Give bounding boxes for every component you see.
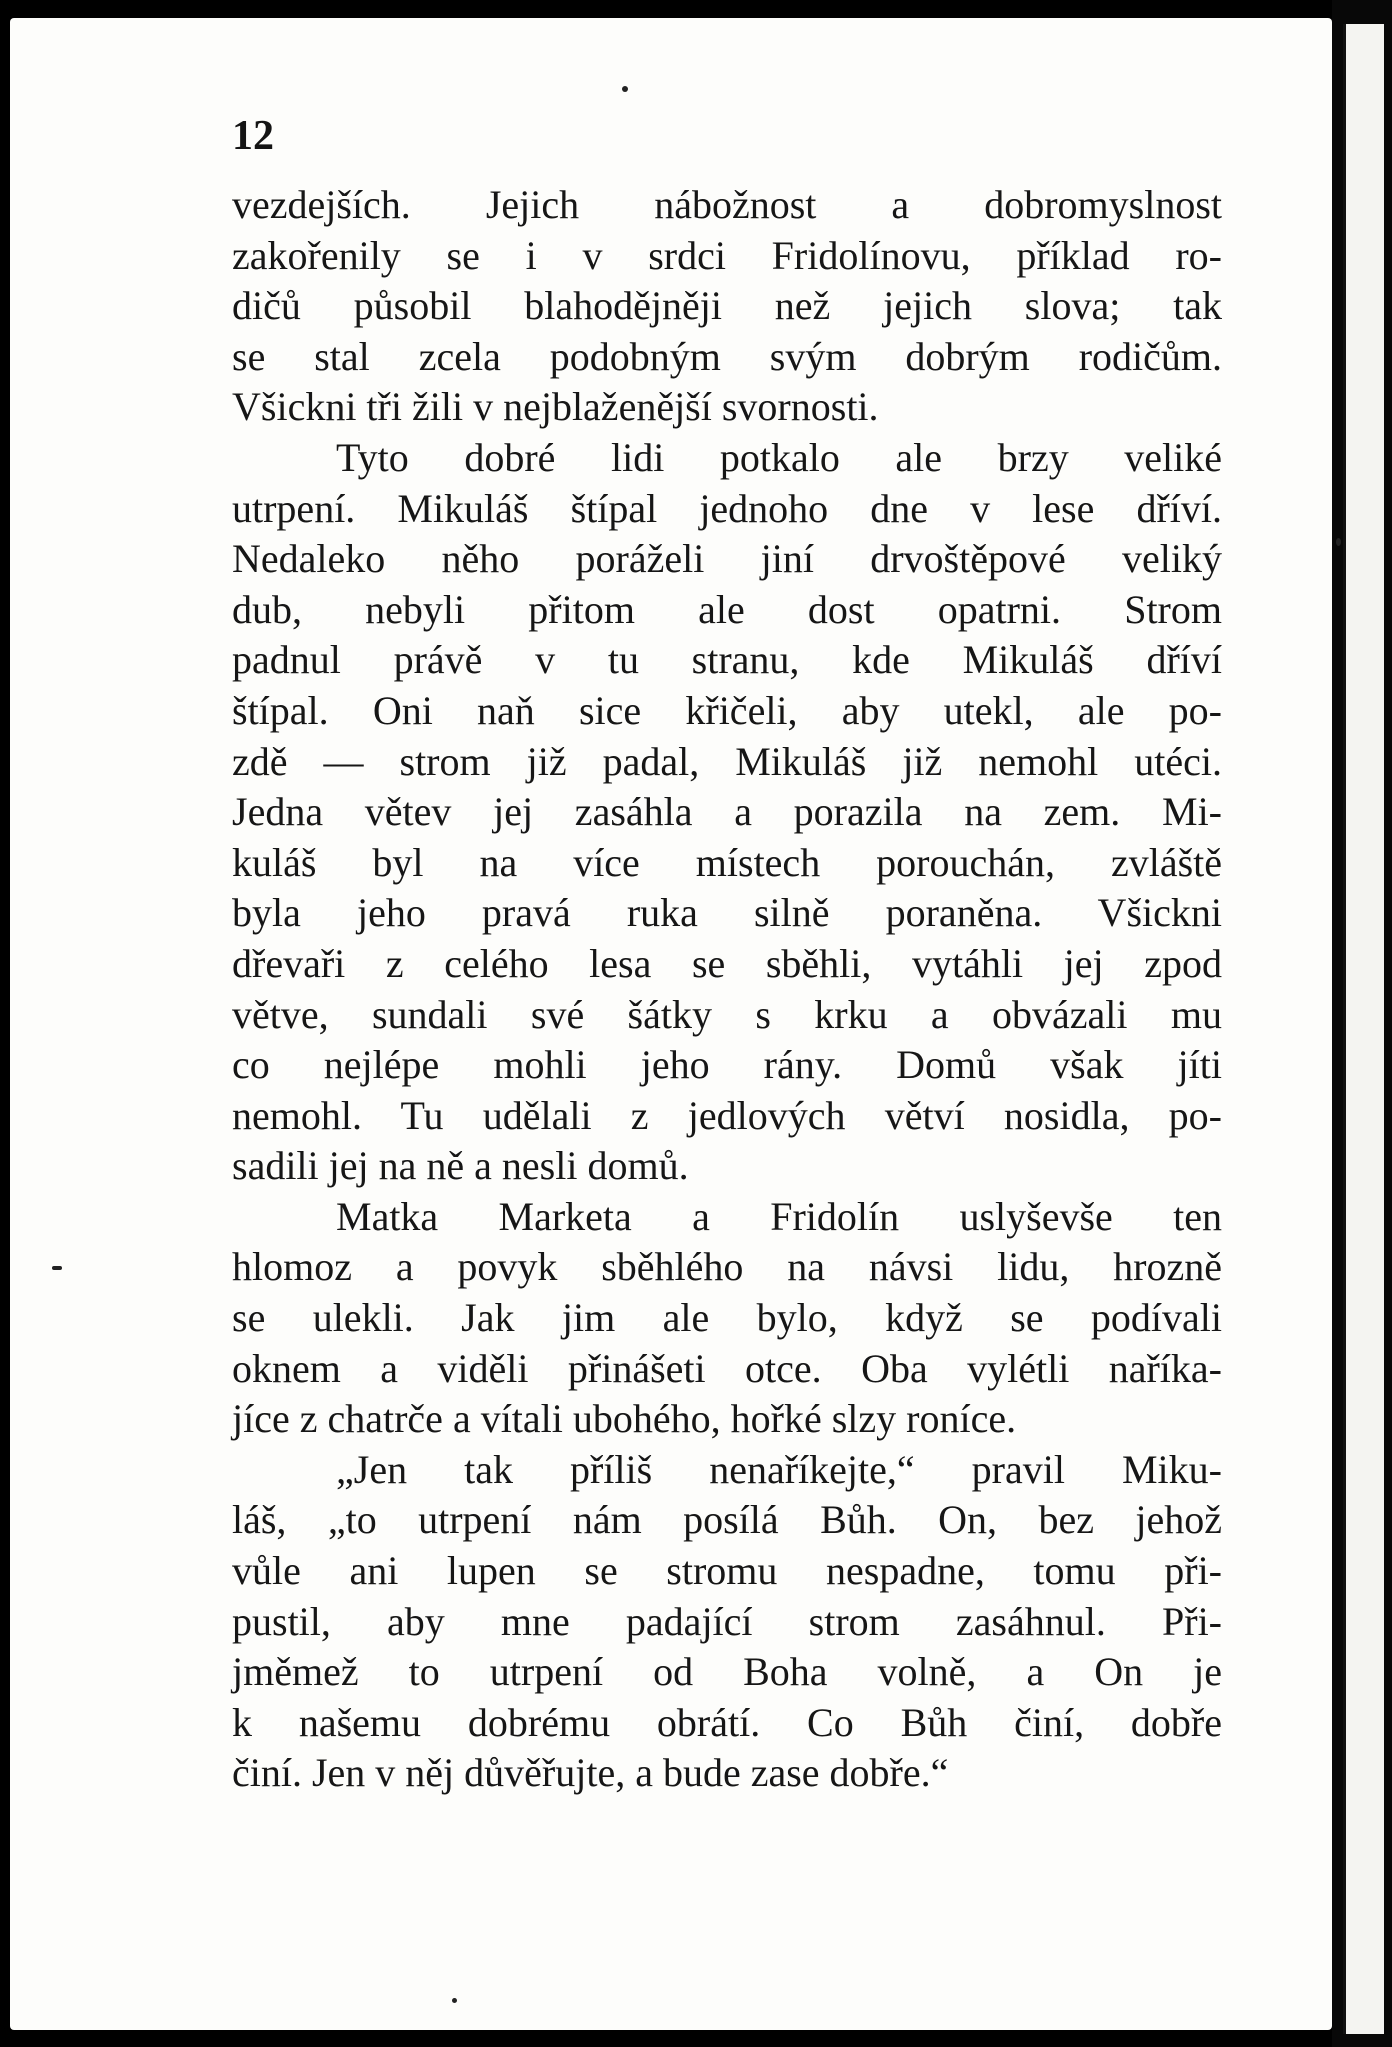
body-text	[232, 180, 1222, 1799]
text-line: zdě — strom již padal, Mikuláš již nemohl utéci.	[232, 738, 1222, 784]
text-line: „Jen tak příliš nenaříkejte,“ pravil Miku-	[336, 1446, 1222, 1492]
text-line: k našemu dobrému obrátí. Co Bůh činí, dobře	[232, 1699, 1222, 1745]
text-line: zakořenily se i v srdci Fridolínovu, příklad ro-	[232, 232, 1222, 278]
scan-speck	[452, 1998, 457, 2003]
text-line: Matka Marketa a Fridolín uslyševše ten	[336, 1193, 1222, 1239]
text-line: hlomoz a povyk sběhlého na návsi lidu, hrozně	[232, 1244, 1222, 1290]
text-line: Nedaleko něho poráželi jiní drvoštěpové veliký	[232, 536, 1222, 582]
text-line: co nejlépe mohli jeho rány. Domů však jíti	[232, 1042, 1222, 1088]
text-line: činí. Jen v něj důvěřujte, a bude zase dobře.“	[232, 1750, 949, 1796]
text-line: dub, nebyli přitom ale dost opatrni. Strom	[232, 586, 1222, 632]
text-line: jměmež to utrpení od Boha volně, a On je	[232, 1649, 1222, 1695]
text-line: větve, sundali své šátky s krku a obvázali mu	[232, 991, 1222, 1037]
text-line: Tyto dobré lidi potkalo ale brzy veliké	[336, 434, 1222, 480]
text-line: sadili jej na ně a nesli domů.	[232, 1143, 689, 1189]
text-line: kuláš byl na více místech porouchán, zvláště	[232, 839, 1222, 885]
text-line: dičů působil blahodějněji než jejich slova; tak	[232, 283, 1222, 329]
scan-speck	[622, 86, 628, 92]
text-line: pustil, aby mne padající strom zasáhnul. Při-	[232, 1598, 1222, 1644]
text-line: padnul právě v tu stranu, kde Mikuláš dříví	[232, 637, 1222, 683]
text-line: oknem a viděli přinášeti otce. Oba vylétli naříka-	[232, 1345, 1222, 1391]
text-line: štípal. Oni naň sice křičeli, aby utekl, ale po-	[232, 687, 1222, 733]
next-page-edge	[1343, 24, 1384, 2034]
text-line: vezdejších. Jejich nábožnost a dobromyslnost	[232, 182, 1222, 227]
text-line: láš, „to utrpení nám posílá Bůh. On, bez jehož	[232, 1497, 1222, 1543]
text-line: nemohl. Tu udělali z jedlových větví nosidla, po-	[232, 1092, 1222, 1138]
text-line: Všickni tři žili v nejblaženější svornosti.	[232, 384, 879, 430]
page-number: 12	[232, 113, 274, 159]
scan-speck	[52, 1266, 62, 1270]
text-line: dřevaři z celého lesa se sběhli, vytáhli jej zpod	[232, 940, 1222, 986]
text-line: byla jeho pravá ruka silně poraněna. Všickni	[232, 890, 1222, 936]
text-line: Jedna větev jej zasáhla a porazila na zem. Mi-	[232, 789, 1222, 835]
text-line: se ulekli. Jak jim ale bylo, když se podívali	[232, 1295, 1222, 1341]
text-line: utrpení. Mikuláš štípal jednoho dne v lese dříví.	[232, 485, 1222, 531]
text-line: vůle ani lupen se stromu nespadne, tomu při-	[232, 1548, 1222, 1594]
text-line: jíce z chatrče a vítali ubohého, hořké slzy roníce.	[232, 1396, 1017, 1442]
scan-speck	[1336, 538, 1341, 546]
text-line: se stal zcela podobným svým dobrým rodičům.	[232, 333, 1222, 379]
